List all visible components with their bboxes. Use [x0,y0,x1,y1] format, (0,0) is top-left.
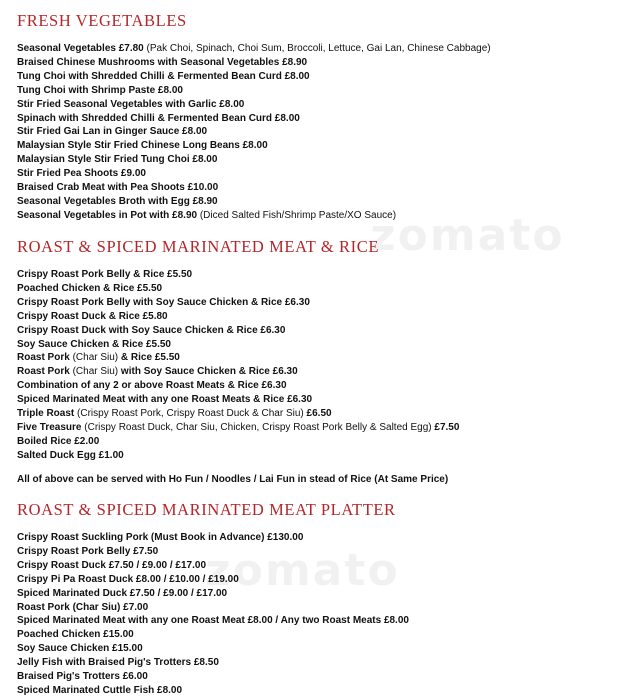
item-description: (Crispy Roast Duck, Char Siu, Chicken, Crispy Roast Pork Belly & Salted Egg) [81,421,432,433]
menu-item [17,338,459,352]
item-name: Braised Pig's Trotters £6.00 [17,671,148,683]
item-name: Poached Chicken & Rice £5.50 [17,282,163,294]
item-name: Stir Fried Pea Shoots £9.00 [17,168,146,180]
menu-item [17,587,409,601]
menu-item [17,310,459,324]
item-name: Five Treasure [17,421,82,433]
menu-list [17,268,459,463]
menu-item [17,351,459,365]
menu-item [17,84,491,98]
item-name: Crispy Roast Duck £7.50 / £9.00 / £17.00 [17,559,206,571]
item-name: Crispy Roast Suckling Pork (Must Book in Advance) £130.00 [17,532,304,543]
item-name: Roast Pork [17,352,70,364]
item-name: Spinach with Shredded Chilli & Fermented Bean Curd £8.00 [17,112,300,124]
item-name: Soy Sauce Chicken £15.00 [17,643,143,655]
item-name: Salted Duck Egg £1.00 [17,449,124,461]
item-description: (Diced Salted Fish/Shrimp Paste/XO Sauce) [197,209,397,221]
menu-item [17,379,459,393]
item-name: Malaysian Style Stir Fried Chinese Long Beans £8.00 [17,140,268,152]
menu-item [17,656,409,670]
menu-item [17,70,491,84]
serving-note: All of above can be served with Ho Fun / Noodles / Lai Fun in stead of Rice (At Same Price) [17,474,449,485]
item-name: Roast Pork [17,366,70,378]
menu-item [17,614,409,628]
menu-item [17,98,491,112]
menu-item [17,42,491,56]
menu-item [17,642,409,656]
item-description: (Crispy Roast Pork, Crispy Roast Duck & Char Siu) [74,408,304,420]
item-name: Spiced Marinated Meat with any one Roast Meat £8.00 / Any two Roast Meats £8.00 [17,615,409,627]
menu-item [17,393,459,407]
item-name: Malaysian Style Stir Fried Tung Choi £8.00 [17,154,218,166]
item-name: with Soy Sauce Chicken & Rice £6.30 [118,366,298,378]
menu-item [17,195,491,209]
item-name: Crispy Roast Pork Belly with Soy Sauce Chicken & Rice £6.30 [17,296,310,308]
menu-list [17,531,409,698]
menu-item [17,365,459,379]
item-name: Crispy Roast Pork Belly £7.50 [17,545,159,557]
item-name: Crispy Roast Pork Belly & Rice £5.50 [17,269,193,280]
item-name: Tung Choi with Shrimp Paste £8.00 [17,84,183,96]
menu-item [17,545,409,559]
menu-item [17,56,491,70]
menu-item [17,153,491,167]
menu-item [17,112,491,126]
menu-item [17,324,459,338]
item-name: Spiced Marinated Meat with any one Roast Meats & Rice £6.30 [17,394,313,406]
item-name: Seasonal Vegetables in Pot with £8.90 [17,209,198,221]
item-name: Combination of any 2 or above Roast Meats & Rice £6.30 [17,380,287,392]
menu-item [17,421,459,435]
section-title: ROAST & SPICED MARINATED MEAT PLATTER [17,500,396,519]
item-description: (Char Siu) [69,366,119,378]
item-name: Crispy Pi Pa Roast Duck £8.00 / £10.00 / £19.00 [17,573,239,585]
menu-item [17,449,459,463]
item-name: Roast Pork (Char Siu) £7.00 [17,601,149,613]
item-name: Stir Fried Gai Lan in Ginger Sauce £8.00 [17,126,208,138]
menu-item [17,139,491,153]
item-name: & Rice £5.50 [118,352,180,364]
menu-item [17,268,459,282]
item-name: £6.50 [303,408,332,420]
section-title: FRESH VEGETABLES [17,11,187,30]
item-name: Boiled Rice £2.00 [17,435,100,447]
item-name: £7.50 [431,421,460,433]
item-name: Crispy Roast Duck with Soy Sauce Chicken & Rice £6.30 [17,324,286,336]
item-name: Soy Sauce Chicken & Rice £5.50 [17,338,171,350]
item-name: Tung Choi with Shredded Chilli & Fermented Bean Curd £8.00 [17,70,310,82]
item-name: Jelly Fish with Braised Pig's Trotters £8.50 [17,657,219,669]
menu-item [17,628,409,642]
item-name: Triple Roast [17,408,75,420]
item-description: (Pak Choi, Spinach, Choi Sum, Broccoli, Lettuce, Gai Lan, Chinese Cabbage) [143,43,491,54]
menu-item [17,559,409,573]
menu-item [17,296,459,310]
menu-item [17,435,459,449]
watermark: zomato [205,545,400,596]
item-name: Spiced Marinated Cuttle Fish £8.00 [17,684,183,696]
item-name: Spiced Marinated Duck £7.50 / £9.00 / £17.00 [17,587,228,599]
menu-item [17,407,459,421]
item-name: Seasonal Vegetables Broth with Egg £8.90 [17,195,218,207]
menu-item [17,209,491,223]
watermark: zomato [370,210,565,261]
item-name: Poached Chicken £15.00 [17,629,134,641]
item-description: (Char Siu) [69,352,119,364]
item-name: Braised Crab Meat with Pea Shoots £10.00 [17,182,219,194]
menu-item [17,573,409,587]
menu-item [17,282,459,296]
menu-item [17,531,409,545]
section-title: ROAST & SPICED MARINATED MEAT & RICE [17,237,380,256]
item-name: Stir Fried Seasonal Vegetables with Garlic £8.00 [17,98,245,110]
menu-list [17,42,491,223]
item-name: Crispy Roast Duck & Rice £5.80 [17,310,168,322]
menu-item [17,601,409,615]
menu-item [17,684,409,698]
menu-item [17,670,409,684]
item-name: Braised Chinese Mushrooms with Seasonal Vegetables £8.90 [17,56,308,68]
item-name: Seasonal Vegetables £7.80 [17,43,144,54]
menu-item [17,181,491,195]
menu-item [17,167,491,181]
menu-item [17,125,491,139]
